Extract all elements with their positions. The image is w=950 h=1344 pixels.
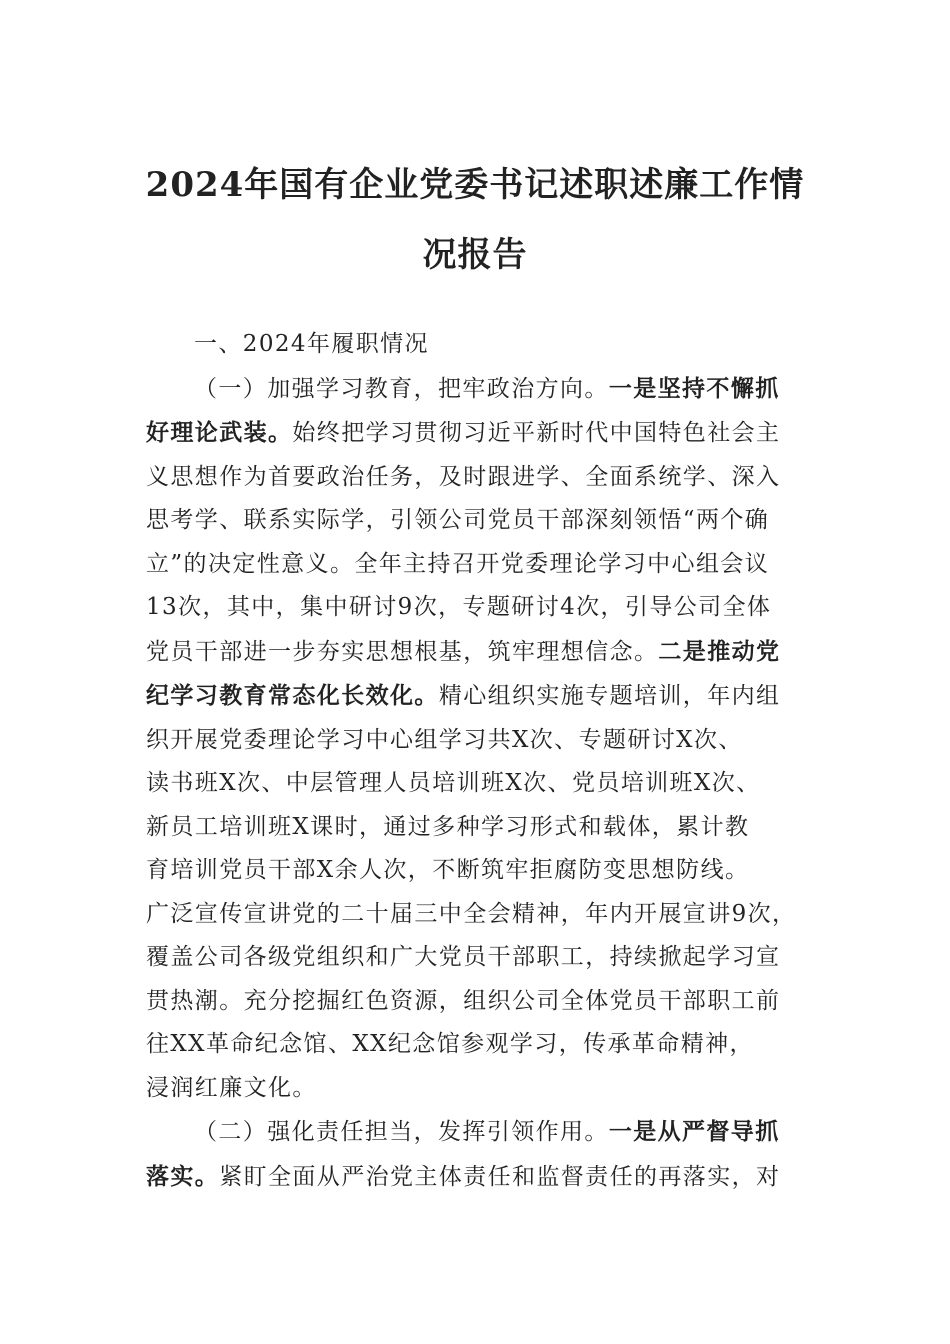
bold-phrase: 落实。 xyxy=(146,1162,220,1190)
text-line: 织开展党委理论学习中心组学习共X次、专题研讨X次、 xyxy=(146,726,743,753)
text-line xyxy=(146,1110,811,1155)
text-line: 贯热潮。充分挖掘红色资源，组织公司全体党员干部职工前 xyxy=(146,987,781,1014)
paragraph-2 xyxy=(146,1110,811,1199)
document-body xyxy=(146,323,811,1199)
subsection-heading: （二）强化责任担当，发挥引领作用。 xyxy=(194,1119,609,1145)
text-line: 义思想作为首要政治任务，及时跟进学、全面系统学、深入 xyxy=(146,463,781,490)
text-line: 13次，其中，集中研讨9次，专题研讨4次，引导公司全体 xyxy=(146,594,772,620)
body-text: 党员干部进一步夯实思想根基，筑牢理想信念。 xyxy=(146,638,659,665)
paragraph-1 xyxy=(146,367,811,1111)
text-line: 浸润红廉文化。 xyxy=(146,1074,317,1101)
text-line: 思考学、联系实际学，引领公司党员干部深刻领悟“两个确 xyxy=(146,507,770,533)
bold-phrase: 好理论武装。 xyxy=(146,419,293,446)
text-line: 覆盖公司各级党组织和广大党员干部职工，持续掀起学习宣 xyxy=(146,944,781,970)
text-line xyxy=(146,1155,811,1200)
text-line xyxy=(146,367,811,412)
text-line: 立”的决定性意义。全年主持召开党委理论学习中心组会议 xyxy=(146,550,770,577)
bold-phrase: 一是从严督导抓 xyxy=(608,1118,780,1145)
document-title-line2: 况报告 xyxy=(422,235,528,275)
text-line: 读书班X次、中层管理人员培训班X次、党员培训班X次、 xyxy=(146,770,761,796)
bold-phrase: 纪学习教育常态化长效化。 xyxy=(146,682,439,709)
body-text: 始终把学习贯彻习近平新时代中国特色社会主 xyxy=(292,420,781,446)
text-line xyxy=(146,630,811,675)
text-line xyxy=(146,674,811,719)
bold-phrase: 一是坚持不懈抓 xyxy=(608,374,780,402)
text-line: 广泛宣传宣讲党的二十届三中全会精神，年内开展宣讲9次， xyxy=(146,900,797,927)
section-heading: 一、2024年履职情况 xyxy=(194,331,429,357)
text-line xyxy=(146,411,811,456)
bold-phrase: 二是推动党 xyxy=(658,637,781,665)
document-title-line1: 2024年国有企业党委书记述职述廉工作情 xyxy=(145,165,805,205)
body-text: 精心组织实施专题培训，年内组 xyxy=(438,683,781,709)
subsection-heading: （一）加强学习教育，把牢政治方向。 xyxy=(194,375,609,402)
body-text: 紧盯全面从严治党主体责任和监督责任的再落实，对 xyxy=(219,1163,781,1190)
text-line: 往XX革命纪念馆、XX纪念馆参观学习，传承革命精神， xyxy=(146,1031,754,1057)
text-line: 育培训党员干部X余人次，不断筑牢拒腐防变思想防线。 xyxy=(146,857,750,883)
text-line: 新员工培训班X课时，通过多种学习形式和载体，累计教 xyxy=(146,813,750,840)
